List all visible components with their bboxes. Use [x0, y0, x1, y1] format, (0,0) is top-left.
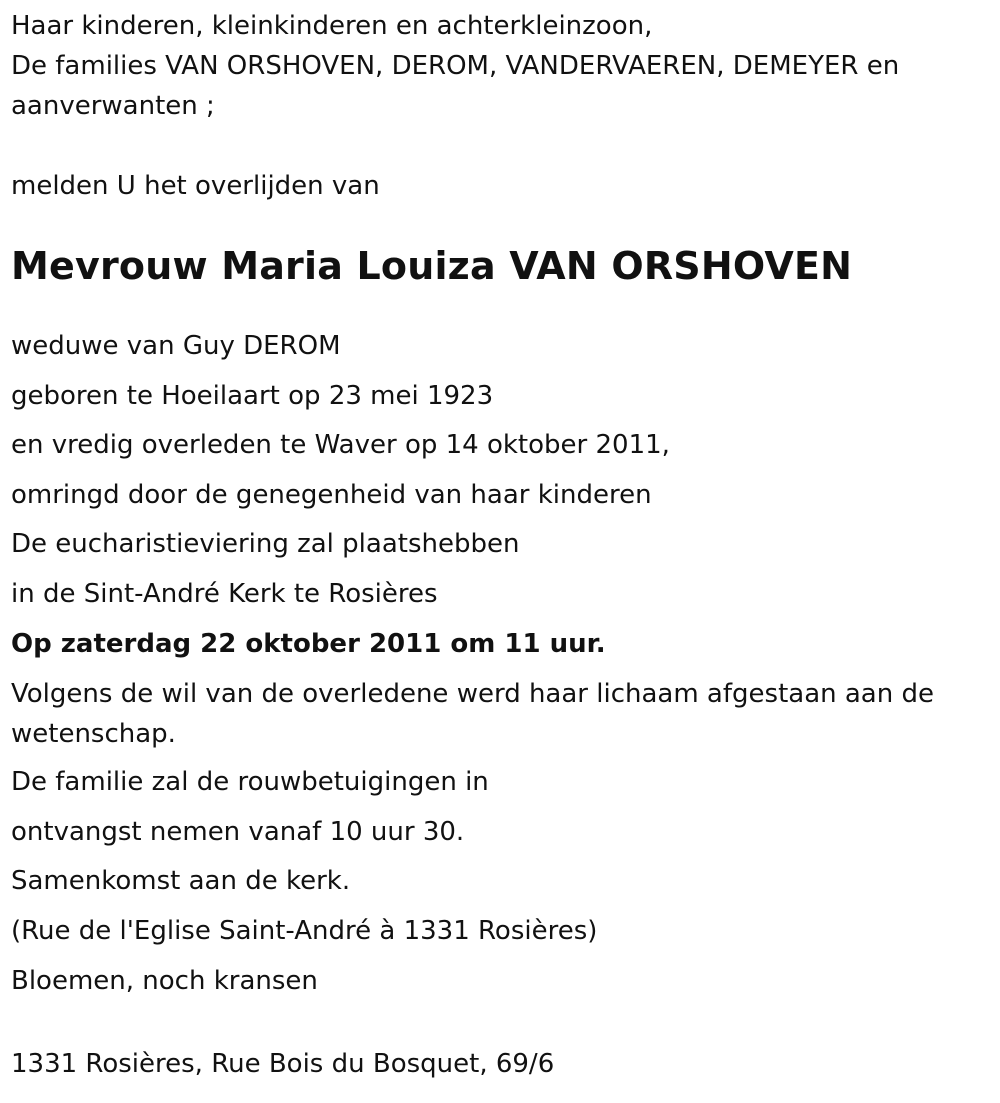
ceremony-date-time: Op zaterdag 22 oktober 2011 om 11 uur. — [11, 628, 606, 659]
church-info: in de Sint-André Kerk te Rosières — [11, 578, 438, 609]
birth-info: geboren te Hoeilaart op 23 mei 1923 — [11, 380, 494, 411]
death-notice — [11, 0, 986, 1084]
details-block — [11, 322, 986, 1006]
intro-children: Haar kinderen, kleinkinderen en achterkleinzoon, — [11, 11, 653, 41]
widow-of: weduwe van Guy DEROM — [11, 331, 341, 361]
announcement-text: melden U het overlijden van — [11, 171, 380, 201]
ceremony-info: De eucharistieviering zal plaatshebben — [11, 529, 520, 560]
deceased-name: Mevrouw Maria Louiza VAN ORSHOVEN — [11, 244, 853, 288]
meeting-info: Samenkomst aan de kerk. — [11, 866, 351, 897]
death-info: en vredig overleden te Waver op 14 oktober 2011, — [11, 430, 670, 461]
condolences-line-1: De familie zal de rouwbetuigingen in — [11, 767, 489, 798]
condolences-line-2: ontvangst nemen vanaf 10 uur 30. — [11, 816, 465, 847]
body-donation: Volgens de wil van de overledene werd haar lichaam afgestaan aan de wetenschap. — [11, 679, 934, 750]
intro-block — [11, 0, 986, 126]
intro-families: De families VAN ORSHOVEN, DEROM, VANDERVAEREN, DEMEYER en aanverwanten ; — [11, 51, 900, 121]
flowers-note: Bloemen, noch kransen — [11, 965, 318, 996]
church-address: (Rue de l'Eglise Saint-André à 1331 Rosières) — [11, 915, 598, 946]
home-address: 1331 Rosières, Rue Bois du Bosquet, 69/6 — [11, 1049, 555, 1080]
surrounded-by: omringd door de genegenheid van haar kinderen — [11, 479, 652, 510]
